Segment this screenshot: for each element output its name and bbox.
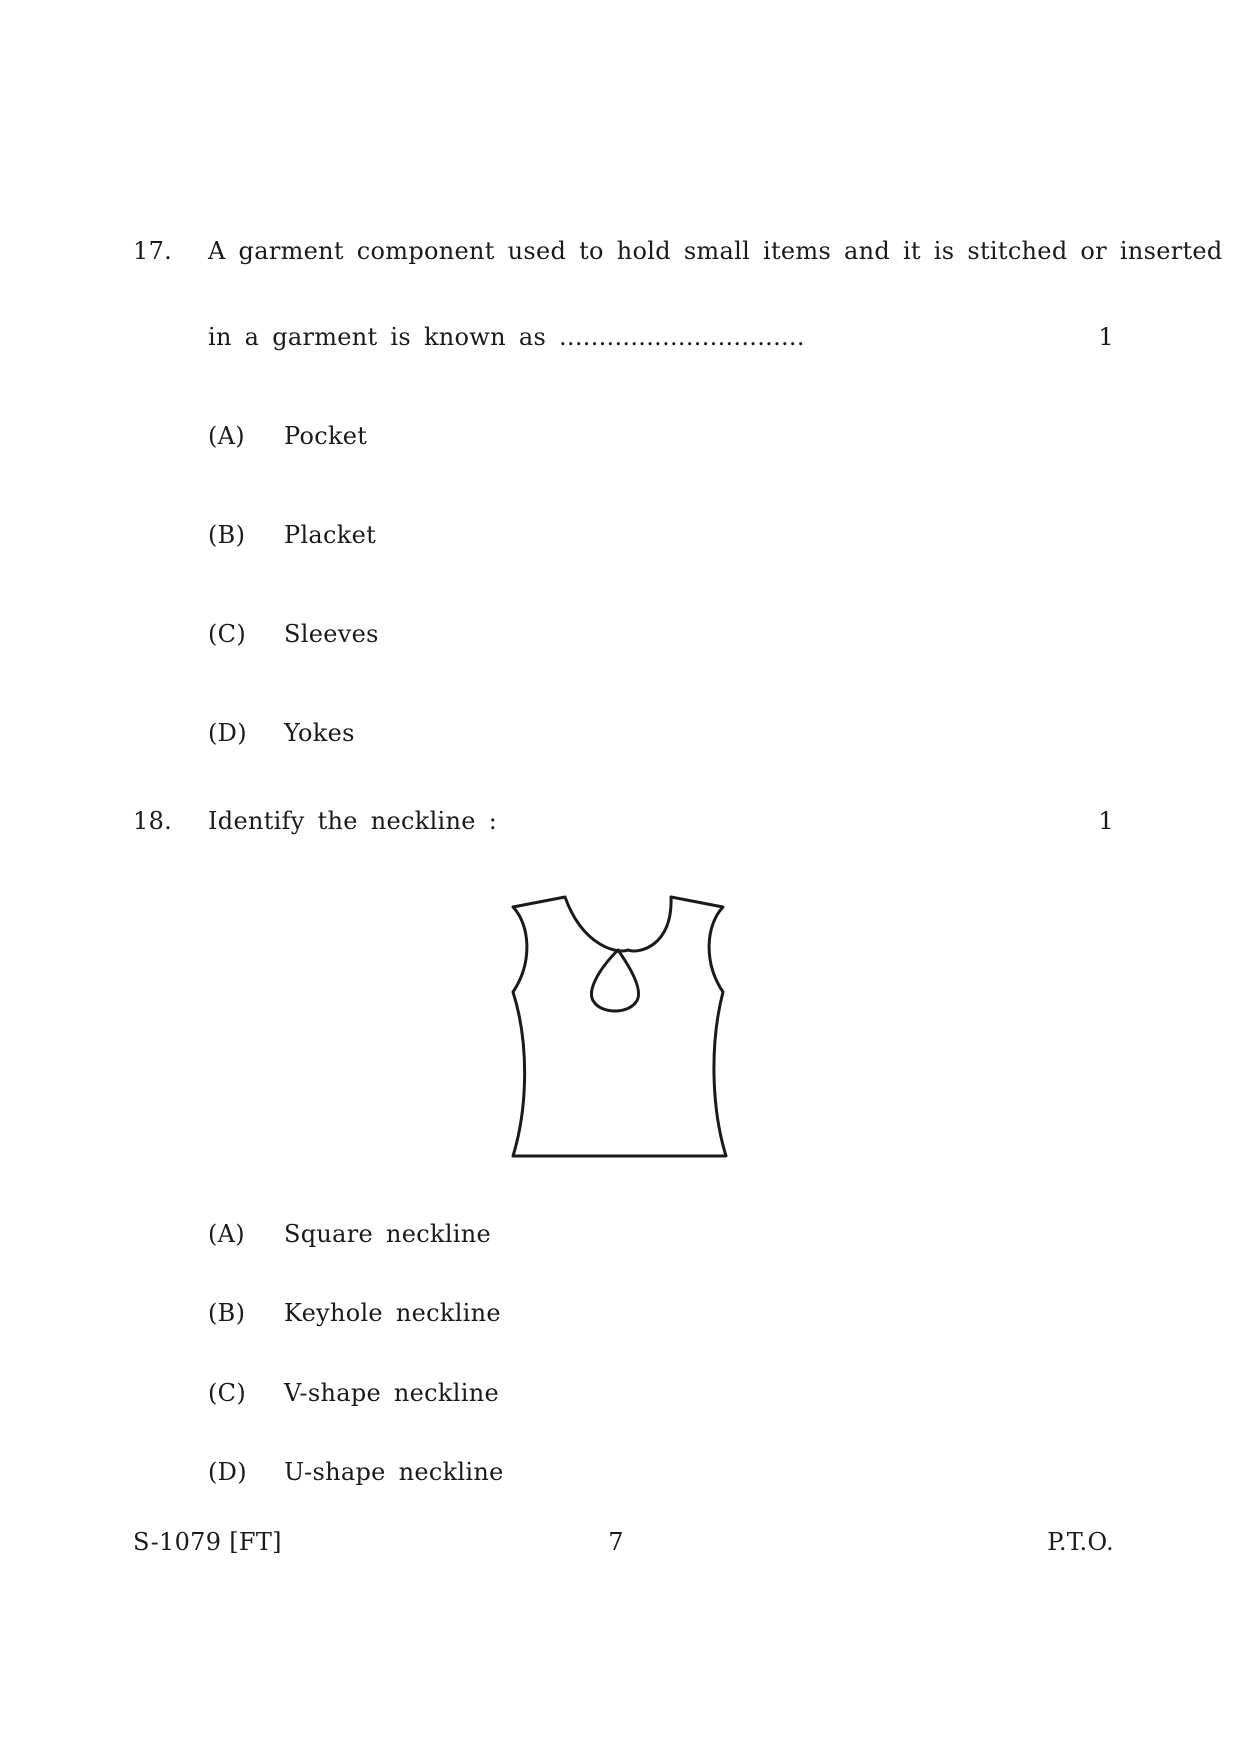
option-text: U-shape neckline xyxy=(284,1458,504,1486)
option-text: Pocket xyxy=(284,422,368,450)
option-text: Placket xyxy=(284,521,377,549)
option-text: Square neckline xyxy=(284,1220,492,1248)
option-text: Keyhole neckline xyxy=(284,1299,501,1327)
page-number: 7 xyxy=(608,1528,624,1556)
question-stem-line-1: Identify the neckline : xyxy=(208,807,498,835)
question-number: 18. xyxy=(133,807,173,835)
question-marks: 1 xyxy=(1098,323,1114,351)
paper-code: S-1079 [FT] xyxy=(133,1528,282,1556)
question-stem-line-2: in a garment is known as ............................... xyxy=(208,323,805,351)
option-letter: (C) xyxy=(208,1379,246,1407)
question-marks: 1 xyxy=(1098,807,1114,835)
pto-label: P.T.O. xyxy=(1047,1528,1114,1556)
option-letter: (A) xyxy=(208,1220,245,1248)
option-letter: (B) xyxy=(208,1299,246,1327)
option-text: V-shape neckline xyxy=(284,1379,499,1407)
question-number: 17. xyxy=(133,237,173,265)
option-letter: (D) xyxy=(208,1458,247,1486)
option-text: Sleeves xyxy=(284,620,379,648)
keyhole-neckline-bodice-icon xyxy=(508,892,748,1164)
option-text: Yokes xyxy=(284,719,355,747)
option-letter: (A) xyxy=(208,422,245,450)
option-letter: (D) xyxy=(208,719,247,747)
question-stem-line-1: A garment component used to hold small items and it is stitched or inserted xyxy=(208,237,1223,265)
option-letter: (C) xyxy=(208,620,246,648)
option-letter: (B) xyxy=(208,521,246,549)
